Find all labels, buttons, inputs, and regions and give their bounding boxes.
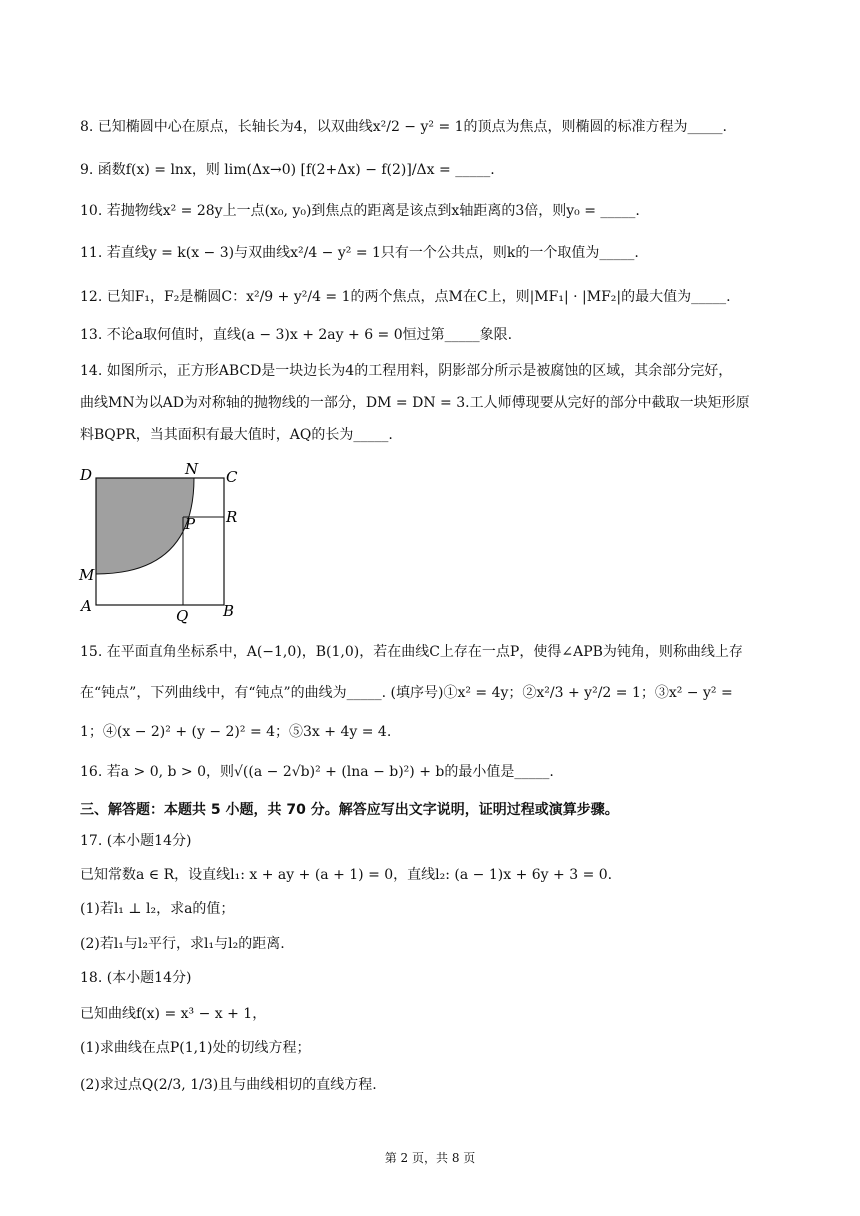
- question-10: 10. 若抛物线x² = 28y上一点(x₀, y₀)到焦点的距离是该点到x轴距离的3倍，则y₀ = _____.: [80, 203, 640, 219]
- question-15-line-1: 15. 在平面直角坐标系中，A(−1,0)，B(1,0)，若在曲线C上存在一点P，使得∠APB为钝角，则称曲线上存: [80, 644, 743, 660]
- label-n: N: [185, 460, 199, 478]
- question-17-part-2: (2)若l₁与l₂平行，求l₁与l₂的距离.: [80, 936, 285, 952]
- question-18-part-1: (1)求曲线在点P(1,1)处的切线方程；: [80, 1040, 311, 1056]
- question-8: 8. 已知椭圆中心在原点，长轴长为4，以双曲线x²/2 − y² = 1的顶点为焦点，则椭圆的标准方程为_____.: [80, 119, 727, 135]
- section-3-heading: 三、解答题：本题共 5 小题，共 70 分。解答应写出文字说明，证明过程或演算步骤。: [80, 802, 619, 818]
- label-c: C: [226, 468, 238, 486]
- label-d: D: [80, 466, 93, 484]
- question-15-line-3: 1；④(x − 2)² + (y − 2)² = 4；⑤3x + 4y = 4.: [80, 724, 392, 740]
- question-11: 11. 若直线y = k(x − 3)与双曲线x²/4 − y² = 1只有一个公共点，则k的一个取值为_____.: [80, 245, 639, 261]
- question-18-part-2: (2)求过点Q(2/3, 1/3)且与曲线相切的直线方程.: [80, 1077, 377, 1093]
- question-17-body: 已知常数a ∈ R，设直线l₁: x + ay + (a + 1) = 0，直线l₂: (a − 1)x + 6y + 3 = 0.: [80, 867, 613, 883]
- question-18-heading: 18. (本小题14分): [80, 970, 192, 986]
- label-a: A: [81, 597, 92, 615]
- label-q: Q: [176, 607, 189, 625]
- label-b: B: [223, 602, 235, 620]
- question-13: 13. 不论a取何值时，直线(a − 3)x + 2ay + 6 = 0恒过第_____象限.: [80, 327, 513, 343]
- question-17-heading: 17. (本小题14分): [80, 833, 192, 849]
- question-14-line-3: 料BQPR，当其面积有最大值时，AQ的长为_____.: [80, 427, 393, 443]
- question-17-part-1: (1)若l₁ ⊥ l₂，求a的值；: [80, 901, 235, 917]
- question-14-line-1: 14. 如图所示，正方形ABCD是一块边长为4的工程用料，阴影部分所示是被腐蚀的区域，其余部分完好，: [80, 363, 733, 379]
- question-16: 16. 若a > 0, b > 0，则√((a − 2√b)² + (lna − b)²) + b的最小值是_____.: [80, 764, 554, 780]
- label-m: M: [79, 566, 95, 584]
- question-15-line-2: 在“钝点”，下列曲线中，有“钝点”的曲线为_____. (填序号)①x² = 4y；②x²/3 + y²/2 = 1；③x² − y² =: [80, 685, 733, 701]
- question-9: 9. 函数f(x) = lnx，则 lim(Δx→0) [f(2+Δx) − f(2)]/Δx = _____.: [80, 162, 495, 178]
- question-18-body: 已知曲线f(x) = x³ − x + 1，: [80, 1006, 267, 1022]
- question-14-line-2: 曲线MN为以AD为对称轴的抛物线的一部分，DM = DN = 3.工人师傅现要从完好的部分中截取一块矩形原: [80, 395, 750, 411]
- label-r: R: [226, 508, 238, 526]
- square-figure: [76, 458, 246, 628]
- page-footer: 第 2 页，共 8 页: [384, 1151, 476, 1165]
- label-p: P: [185, 515, 196, 533]
- question-12: 12. 已知F₁，F₂是椭圆C：x²/9 + y²/4 = 1的两个焦点，点M在C上，则|MF₁| · |MF₂|的最大值为_____.: [80, 289, 731, 305]
